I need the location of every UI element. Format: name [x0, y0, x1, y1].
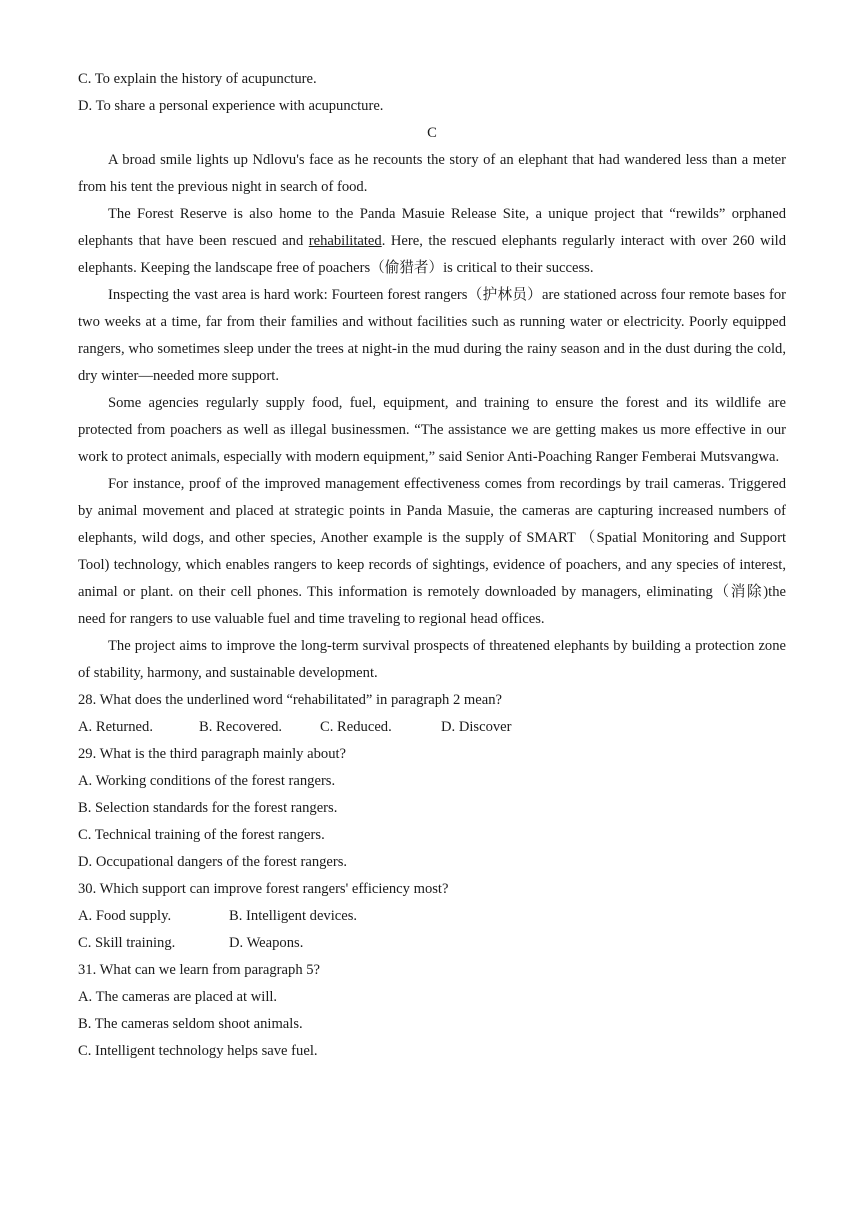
q30-option-d: D. Weapons. [229, 935, 304, 951]
q30-option-a: A. Food supply. [78, 908, 172, 924]
prev-option-d: D. To share a personal experience with acupuncture. [78, 98, 384, 114]
q28-option-b: B. Recovered. [199, 719, 283, 735]
q29-option-d: D. Occupational dangers of the forest rangers. [78, 854, 348, 870]
prev-option-c: C. To explain the history of acupuncture. [78, 71, 317, 87]
question-30-options-cd [78, 930, 786, 957]
question-28-stem: 28. What does the underlined word “rehabilitated” in paragraph 2 mean? [78, 692, 503, 708]
question-31-stem: 31. What can we learn from paragraph 5? [78, 962, 321, 978]
q30-option-b: B. Intelligent devices. [229, 908, 358, 924]
q31-option-b: B. The cameras seldom shoot animals. [78, 1016, 303, 1032]
q31-option-c: C. Intelligent technology helps save fuel. [78, 1043, 318, 1059]
paragraph-5: For instance, proof of the improved management effectiveness comes from recordings by trail cameras. Triggered by animal movement and placed at strategic points in Panda Masuie, the cameras are capturing increased numbers of elephants, wild dogs, and other species, Another example is the supply of SMART （Spatial Monitoring and Support Tool) technology, which enables rangers to keep records of sightings, evidence of poachers, and any species of interest, animal or plant. on their cell phones. This information is remotely downloaded by managers, eliminating（消除)the need for rangers to use valuable fuel and time traveling to regional head offices. [78, 476, 786, 627]
section-label: C [427, 125, 437, 141]
q30-option-c: C. Skill training. [78, 935, 176, 951]
q31-option-a: A. The cameras are placed at will. [78, 989, 278, 1005]
q29-option-a: A. Working conditions of the forest rangers. [78, 773, 336, 789]
question-30-stem: 30. Which support can improve forest rangers' efficiency most? [78, 881, 449, 897]
page-content [78, 66, 786, 1065]
q28-option-c: C. Reduced. [320, 719, 392, 735]
q28-option-d: D. Discover [441, 719, 512, 735]
question-30-options-ab [78, 903, 786, 930]
paragraph-1: A broad smile lights up Ndlovu's face as he recounts the story of an elephant that had wandered less than a meter from his tent the previous night in search of food. [78, 152, 786, 195]
q28-option-a: A. Returned. [78, 719, 153, 735]
paragraph-3: Inspecting the vast area is hard work: Fourteen forest rangers（护林员）are stationed across four remote bases for two weeks at a time, far from their families and without facilities such as running water or electricity. Poorly equipped rangers, who sometimes sleep under the trees at night-in the mud during the rainy season and in the dust during the cold, dry winter—needed more support. [78, 287, 786, 384]
underlined-word: rehabilitated [308, 233, 382, 249]
paragraph-4: Some agencies regularly supply food, fuel, equipment, and training to ensure the forest and its wildlife are protected from poachers as well as illegal businessmen. “The assistance we are getting makes us more effective in our work to protect animals, especially with modern equipment,” said Senior Anti-Poaching Ranger Femberai Mutsvangwa. [78, 395, 786, 465]
paragraph-6: The project aims to improve the long-term survival prospects of threatened elephants by building a protection zone of stability, harmony, and sustainable development. [78, 638, 786, 681]
question-28-options [78, 714, 786, 741]
paragraph-2 [78, 201, 786, 282]
q29-option-b: B. Selection standards for the forest rangers. [78, 800, 338, 816]
paragraph-2-after: . Here, the rescued elephants regularly interact with over 260 wild elephants. Keeping the landscape free of poachers（偷猎者）is critical to their success. [78, 233, 787, 276]
q29-option-c: C. Technical training of the forest rangers. [78, 827, 325, 843]
paragraph-2-before: The Forest Reserve is also home to the Panda Masuie Release Site, a unique project that “rewilds” orphaned elephants that have been rescued and [78, 206, 786, 249]
question-29-stem: 29. What is the third paragraph mainly about? [78, 746, 347, 762]
